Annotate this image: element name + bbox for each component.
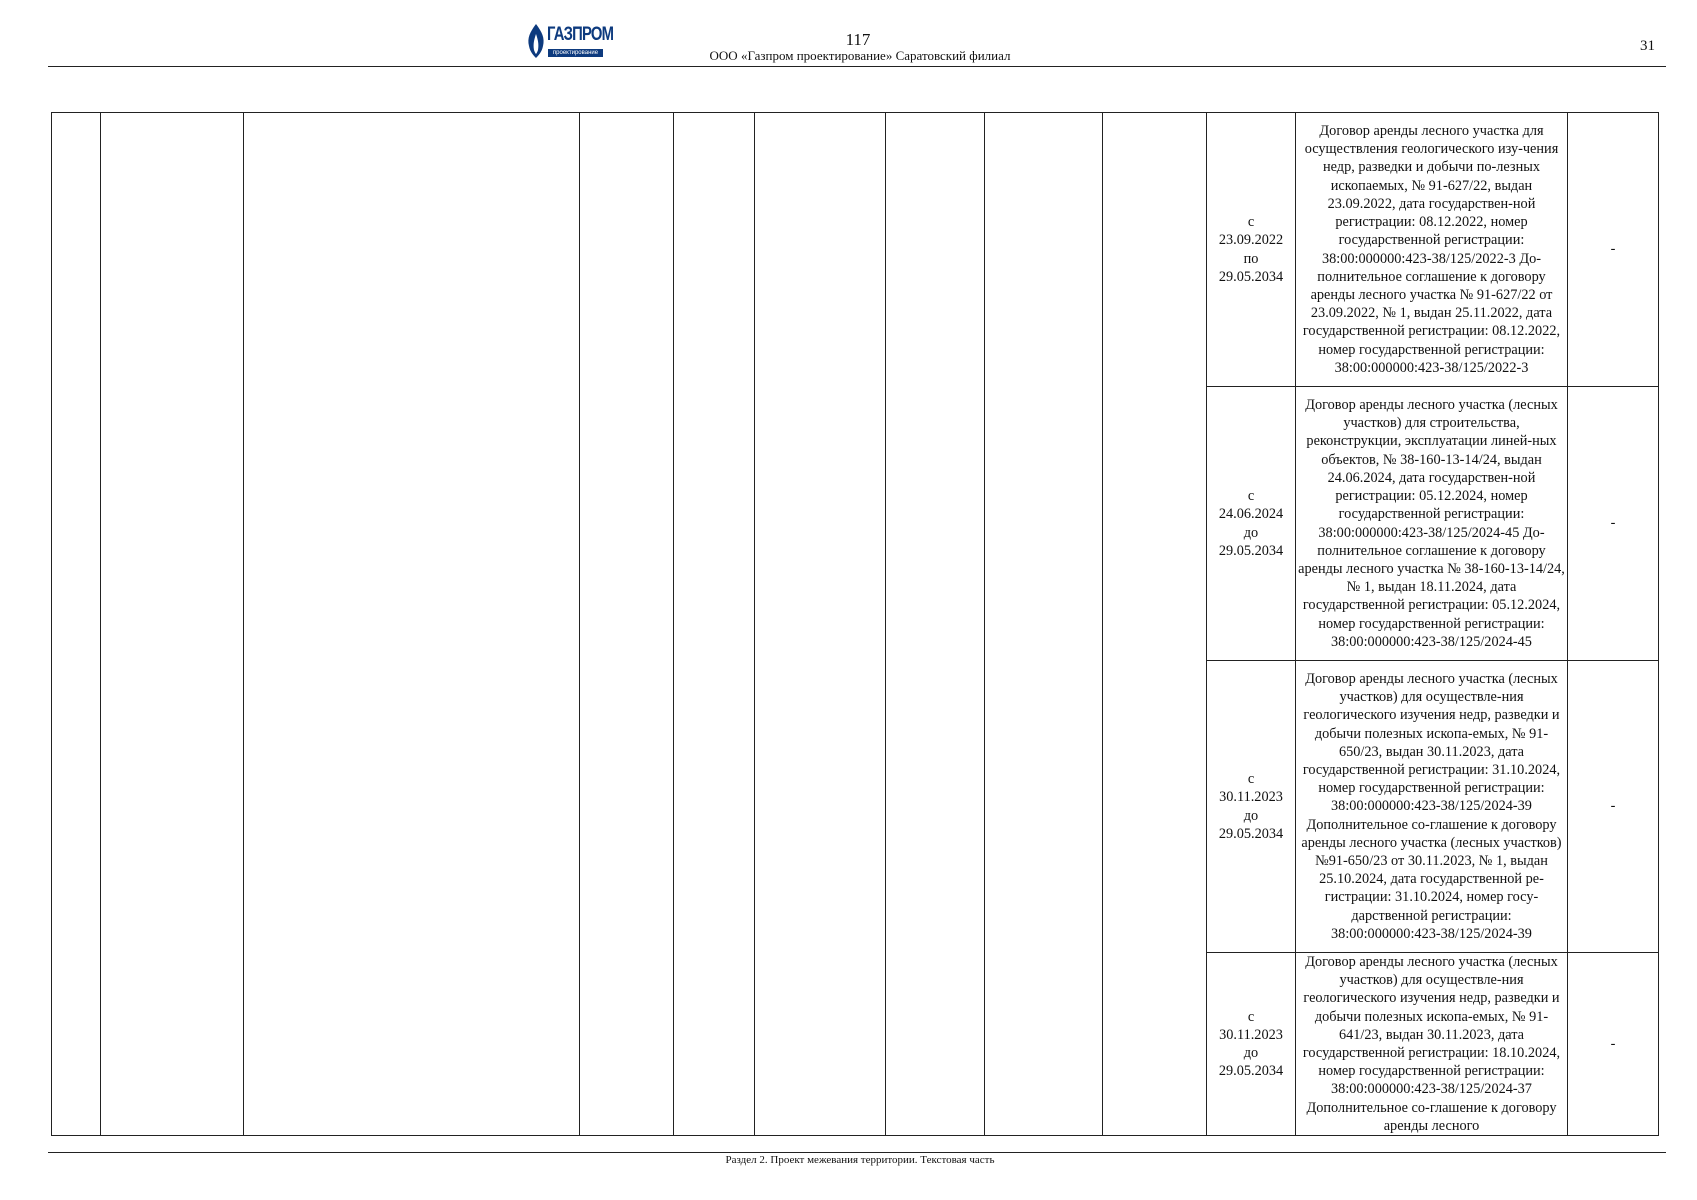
footer-section-title: Раздел 2. Проект межевания территории. Текстовая часть	[725, 1154, 995, 1166]
empty-cell-col6	[755, 113, 886, 1136]
lease-note: -	[1568, 387, 1659, 661]
empty-cell-col7	[886, 113, 985, 1136]
lease-document: Договор аренды лесного участка (лесных участков) для осуществле-ния геологического изучения недр, разведки и добычи полезных ископа-емых, № 91-650/23, выдан 30.11.2023, дата государственной регистрации: 31.10.2024, номер государственной регистрации: 38:00:000000:423-38/125/2024-39 Дополнительное со-глашение к договору аренды лесного участка (лесных участков) №91-650/23 от 30.11.2023, № 1, выдан 25.10.2024, дата государственной ре-гистрации: 31.10.2024, номер госу-дарственной регистрации: 38:00:000000:423-38/125/2024-39	[1296, 661, 1568, 953]
empty-cell-col4	[580, 113, 674, 1136]
lease-note: -	[1568, 113, 1659, 387]
lease-document: Договор аренды лесного участка (лесных участков) для строительства, реконструкции, эксплуатации линей-ных объектов, № 38-160-13-14/24, выдан 24.06.2024, дата государствен-ной регистрации: 05.12.2024, номер государственной регистрации: 38:00:000000:423-38/125/2024-45 До-полнительное соглашение к договору аренды лесного участка № 38-160-13-14/24, № 1, выдан 18.11.2024, дата государственной регистрации: 05.12.2024, номер государственной регистрации: 38:00:000000:423-38/125/2024-45	[1296, 387, 1568, 661]
lease-document: Договор аренды лесного участка (лесных участков) для осуществле-ния геологического изучения недр, разведки и добычи полезных ископа-емых, № 91-641/23, выдан 30.11.2023, дата государственной регистрации: 18.10.2024, номер государственной регистрации: 38:00:000000:423-38/125/2024-37 Дополнительное со-глашение к договору аренды лесного	[1296, 953, 1568, 1136]
sheet-number: 31	[1640, 38, 1655, 54]
page-number: 117	[845, 30, 871, 49]
footer-divider	[48, 1152, 1666, 1153]
lease-period: с 24.06.2024 до 29.05.2034	[1207, 387, 1296, 661]
lease-table	[51, 112, 1659, 1136]
empty-cell-col5	[674, 113, 755, 1136]
lease-document: Договор аренды лесного участка для осуществления геологического изу-чения недр, разведки и добычи по-лезных ископаемых, № 91-627/22, выдан 23.09.2022, дата государствен-ной регистрации: 08.12.2022, номер государственной регистрации: 38:00:000000:423-38/125/2022-3 До-полнительное соглашение к договору аренды лесного участка № 91-627/22 от 23.09.2022, № 1, выдан 25.11.2022, дата государственной регистрации: 08.12.2022, номер государственной регистрации: 38:00:000000:423-38/125/2022-3	[1296, 113, 1568, 387]
empty-cell-col2	[101, 113, 244, 1136]
lease-period: с 30.11.2023 до 29.05.2034	[1207, 661, 1296, 953]
flame-icon	[525, 22, 547, 60]
header-divider	[48, 66, 1666, 67]
lease-note: -	[1568, 953, 1659, 1136]
empty-cell-col3	[244, 113, 580, 1136]
lease-period: с 23.09.2022 по 29.05.2034	[1207, 113, 1296, 387]
logo-wordmark: ГАЗПРОМ	[547, 24, 614, 45]
empty-cell-col8	[985, 113, 1103, 1136]
gazprom-logo	[525, 22, 614, 64]
empty-cell-col9	[1103, 113, 1207, 1136]
empty-cell-col1	[52, 113, 101, 1136]
company-name: ООО «Газпром проектирование» Саратовский филиал	[709, 48, 1011, 63]
table-row	[52, 113, 1659, 387]
lease-note: -	[1568, 661, 1659, 953]
logo-subtitle: проектирование	[548, 49, 603, 57]
lease-period: с 30.11.2023 до 29.05.2034	[1207, 953, 1296, 1136]
